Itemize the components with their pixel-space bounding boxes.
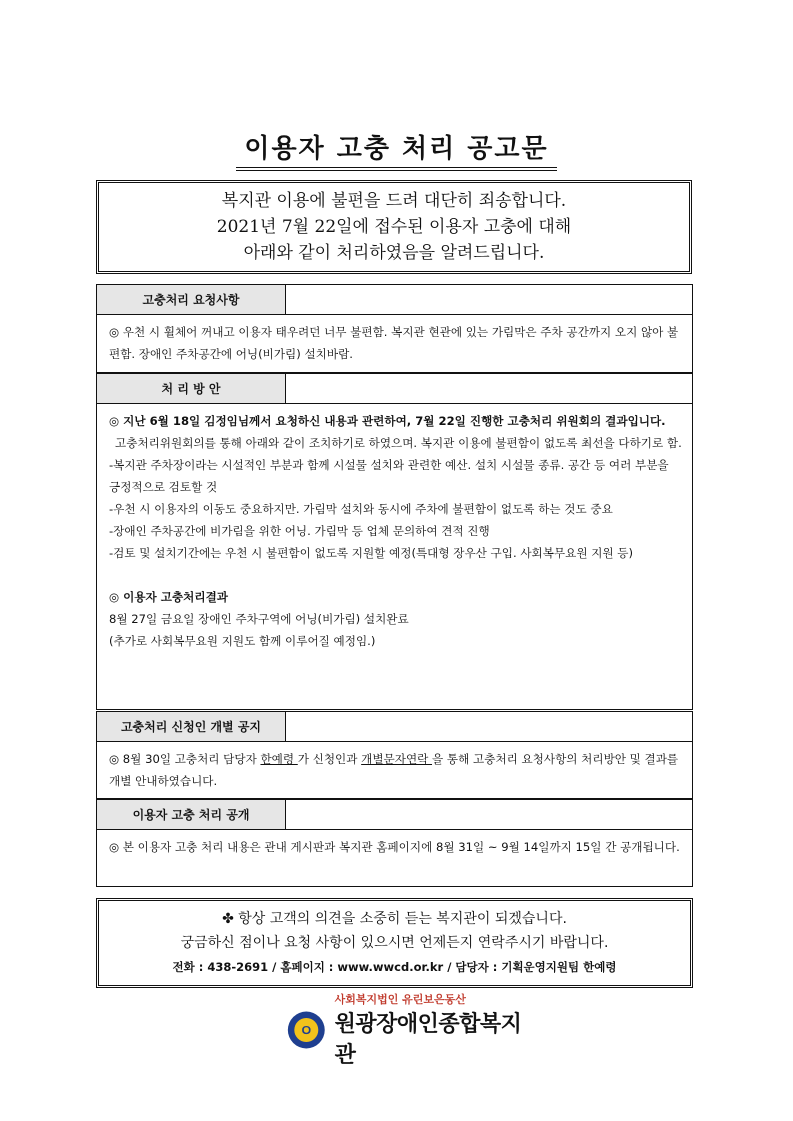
result-line-2: (추가로 사회복무요원 지원도 함께 이루어질 예정임.) bbox=[109, 634, 376, 648]
request-label: 고충처리 요청사항 bbox=[97, 285, 286, 314]
notice-header bbox=[96, 711, 693, 742]
notice-person: 한예령 bbox=[260, 752, 298, 766]
plan-header bbox=[96, 373, 693, 404]
public-section bbox=[96, 799, 693, 887]
public-header bbox=[96, 799, 693, 830]
plan-body bbox=[96, 404, 693, 710]
result-title: ◎ 이용자 고충처리결과 bbox=[109, 590, 228, 604]
logo-main: 원광장애인종합복지관 bbox=[334, 1012, 522, 1068]
request-section bbox=[96, 284, 693, 373]
public-label: 이용자 고충 처리 공개 bbox=[97, 800, 286, 829]
footer-contact: 전화 : 438-2691 / 홈페이지 : www.wwcd.or.kr / 담당자 : 기획운영지원팀 한예령 bbox=[172, 960, 617, 974]
notice-label: 고충처리 신청인 개별 공지 bbox=[97, 712, 286, 741]
title-text: 이용자 고충 처리 공고문 bbox=[236, 128, 556, 171]
footer-box bbox=[96, 898, 693, 988]
intro-line-2: 2021년 7월 22일에 접수된 이용자 고충에 대해 bbox=[216, 217, 572, 237]
footer-line-1: ✤ 항상 고객의 의견을 소중히 듣는 복지관이 되겠습니다. bbox=[222, 911, 567, 927]
logo-sub: 사회복지법인 유린보은동산 bbox=[334, 993, 466, 1006]
plan-section bbox=[96, 373, 693, 710]
plan-headline: ◎ 지난 6월 18일 김정임님께서 요청하신 내용과 관련하여, 7월 22일 진행한 고충처리 위원회의 결과입니다. bbox=[109, 414, 666, 428]
plan-label: 처 리 방 안 bbox=[97, 374, 286, 403]
intro-box bbox=[96, 180, 692, 274]
plan-paragraph-3: -우천 시 이용자의 이동도 중요하지만. 가림막 설치와 동시에 주차에 불편함이 없도록 하는 것도 중요 bbox=[109, 502, 613, 516]
page-title bbox=[0, 128, 793, 171]
plan-paragraph-5: -검토 및 설치기간에는 우천 시 불편함이 없도록 지원할 예정(특대형 장우산 구입. 사회복무요원 지원 등) bbox=[109, 546, 634, 560]
plan-paragraph-1: 고충처리위원회의를 통해 아래와 같이 조치하기로 하였으며. 복지관 이용에 불편함이 없도록 최선을 다하기로 함. bbox=[115, 436, 682, 450]
organization-logo bbox=[286, 993, 526, 1068]
request-header bbox=[96, 284, 693, 315]
result-line-1: 8월 27일 금요일 장애인 주차구역에 어닝(비가림) 설치완료 bbox=[109, 612, 409, 626]
plan-paragraph-4: -장애인 주차공간에 비가림을 위한 어닝. 가림막 등 업체 문의하여 견적 진행 bbox=[109, 524, 490, 538]
notice-body bbox=[96, 742, 693, 799]
intro-line-3: 아래와 같이 처리하였음을 알려드립니다. bbox=[243, 243, 545, 263]
intro-line-1: 복지관 이용에 불편을 드려 대단히 죄송합니다. bbox=[221, 191, 567, 211]
footer-line-2: 궁금하신 점이나 요청 사항이 있으시면 언제든지 연락주시기 바랍니다. bbox=[180, 935, 609, 951]
notice-text: ◎ 8월 30일 고충처리 담당자 한예령 가 신청인과 개별문자연락 을 통해 고충처리 요청사항의 처리방안 및 결과를 개별 안내하였습니다. bbox=[109, 752, 679, 788]
plan-paragraph-2: -복지관 주차장이라는 시설적인 부분과 함께 시설물 설치와 관련한 예산. 설치 시설물 종류. 공간 등 여러 부분을 긍정적으로 검토할 것 bbox=[109, 458, 669, 494]
emblem-icon bbox=[286, 1008, 327, 1052]
notice-section bbox=[96, 711, 693, 799]
request-body bbox=[96, 315, 693, 373]
request-text: ◎ 우천 시 휠체어 꺼내고 이용자 태우려던 너무 불편함. 복지관 현관에 있는 가림막은 주차 공간까지 오지 않아 불편함. 장애인 주차공간에 어닝(비가림) 설치바람. bbox=[109, 325, 679, 361]
public-body bbox=[96, 830, 693, 887]
public-text: ◎ 본 이용자 고충 처리 내용은 관내 게시판과 복지관 홈페이지에 8월 31일 ~ 9월 14일까지 15일 간 공개됩니다. bbox=[109, 840, 680, 854]
notice-method: 개별문자연락 bbox=[361, 752, 433, 766]
emblem-text: ㅇ bbox=[299, 1022, 314, 1040]
